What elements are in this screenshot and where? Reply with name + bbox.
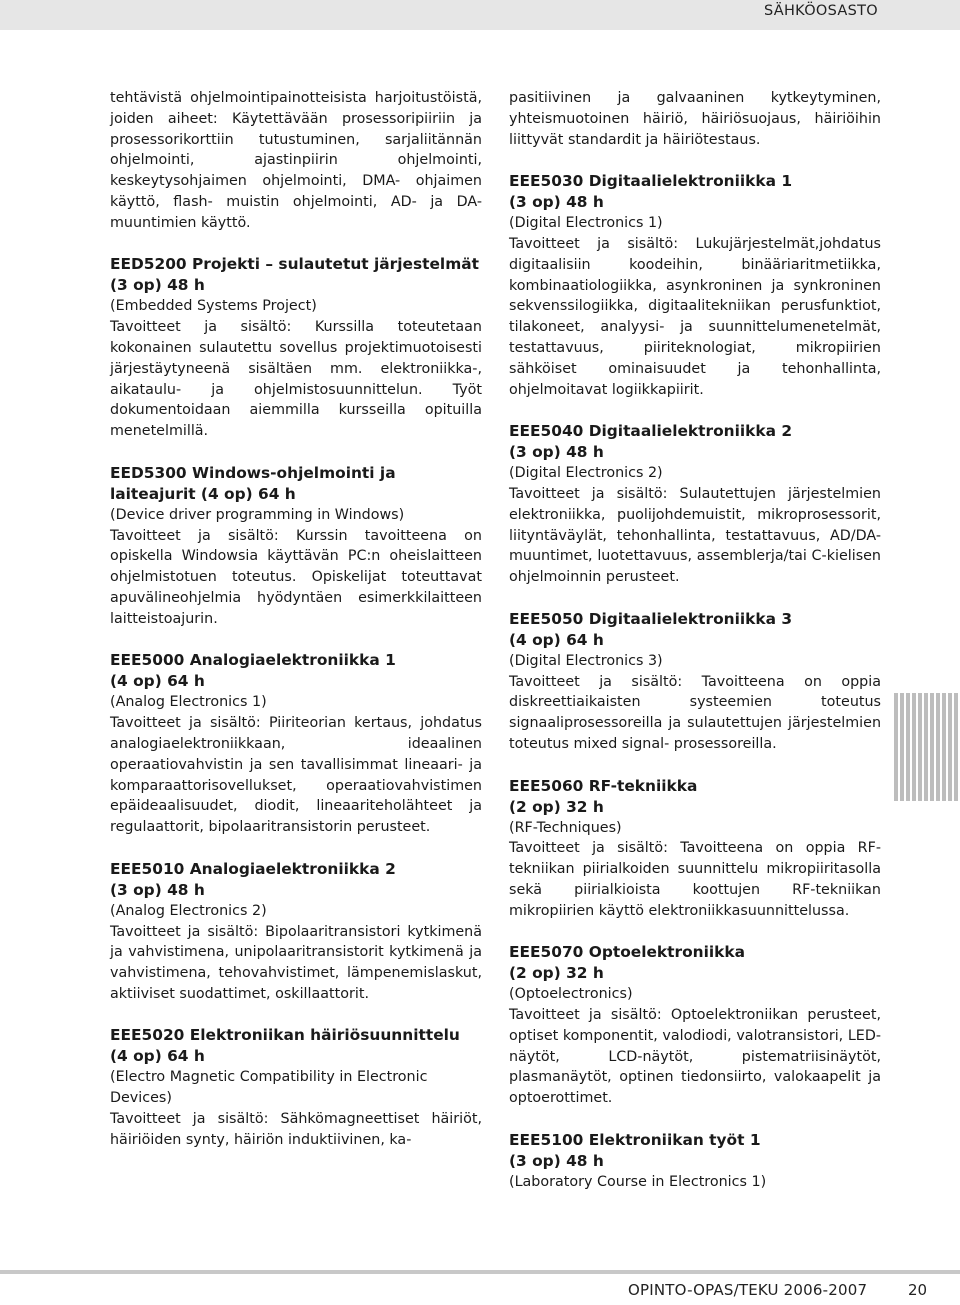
course-description: Tavoitteet ja sisältö: Sulautettujen järjestelmien elektroniikka, puolijohdemuistit, mikroprosessorit, liityntäväylät, tehonhallinta, testattavuus, AD/DA-muuntimet, luotettavuus, assemblerja/tai C-kielisen ohjelmoinnin perusteet. [509,485,881,586]
course-credits: (4 op) 64 h [110,672,205,691]
course-credits: (3 op) 48 h [509,1151,604,1170]
course-title: EEE5050 Digitaalielektroniikka 3 [509,609,793,628]
course-credits: (2 op) 32 h [509,964,604,983]
course-credits: (4 op) 64 h [110,1047,205,1066]
course-english-name: (Digital Electronics 2) [509,465,663,482]
course-credits: (2 op) 32 h [509,797,604,816]
course-credits: (3 op) 48 h [110,880,205,899]
course-eee5070 [509,942,881,1109]
course-english-name: (Analog Electronics 1) [110,694,267,711]
footer-rule [0,1270,960,1274]
footer-publication: OPINTO-OPAS/TEKU 2006-2007 [628,1281,868,1299]
decorative-stripes [894,693,960,801]
course-title: EEE5100 Elektroniikan työt 1 [509,1130,761,1149]
course-english-name: (Analog Electronics 2) [110,902,267,919]
course-description: Tavoitteet ja sisältö: Piiriteorian kertaus, johdatus analogiaelektroniikkaan, ideaalinen operaatiovahvistin ja sen tavallisimmat lineaari- ja komparaattorisovellukset, operaatiovahvistimen epäideaalisuudet, diodit, lineaariteholähteet ja regulaattorit, bipolaaritransistorin perusteet. [110,715,482,836]
course-description: Tavoitteet ja sisältö: Kurssilla toteutetaan kokonainen sulautettu sovellus projektimuotoisesti järjestäytyneenä sisältäen mm. elektroniikka-, aikataulu- ja ohjelmistosuunnittelun. Työt dokumentoidaan aiemmilla kursseilla opituilla menetelmillä. [110,319,482,440]
course-english-name: (Laboratory Course in Electronics 1) [509,1173,767,1190]
course-eee5060 [509,776,881,922]
course-title: EEE5060 RF-tekniikka [509,776,698,795]
course-english-name: (Optoelectronics) [509,986,633,1003]
course-title: EEE5040 Digitaalielektroniikka 2 [509,422,793,441]
course-eed5300 [110,463,482,630]
course-description: Tavoitteet ja sisältö: Kurssin tavoitteena on opiskella Windowsia käyttävän PC:n oheislaitteen ohjelmistotuen toteutus. Opiskelijat toteuttavat apuvälineohjelmia hyödyntäen esimerkkilaitteen laitteistoajurin. [110,527,482,627]
course-title: EEE5070 Optoelektroniikka [509,943,746,962]
course-title: EEE5000 Analogiaelektroniikka 1 [110,651,396,670]
course-title: EEE5020 Elektroniikan häiriösuunnittelu [110,1026,460,1045]
course-eee5040 [509,421,881,588]
course-credits: (3 op) 48 h [509,443,604,462]
course-english-name: (Digital Electronics 3) [509,652,663,669]
course-description: Tavoitteet ja sisältö: Sähkömagneettiset häiriöt, häiriöiden synty, häiriön induktiivinen, ka- [110,1111,482,1148]
course-title: EED5200 Projekti – sulautetut järjestelmät (3 op) 48 h [110,255,479,295]
course-eee5030 [509,171,881,400]
course-description: Tavoitteet ja sisältö: Bipolaaritransistori kytkimenä ja vahvistimena, unipolaaritransistorit kytkimenä ja vahvistimena, tehovahvistimet, lämpenemislaskut, aktiiviset suodattimet, oskillaattorit. [110,923,482,1002]
course-eed5200 [110,254,482,442]
header-band [0,0,960,30]
course-eee5100 [509,1130,881,1193]
course-english-name: (RF-Techniques) [509,819,622,836]
course-eee5020 [110,1025,482,1150]
course-description: Tavoitteet ja sisältö: Optoelektroniikan perusteet, optiset komponentit, valodiodi, valotransistori, LED-näytöt, LCD-näytöt, pistematriisinäytöt, plasmanäytöt, optinen tiedonsiirto, valokaapelit ja optoerottimet. [509,1007,881,1107]
course-title: EEE5030 Digitaalielektroniikka 1 [509,172,793,191]
course-title: EEE5010 Analogiaelektroniikka 2 [110,859,396,878]
page-number: 20 [908,1281,928,1299]
course-english-name: (Embedded Systems Project) [110,298,317,315]
right-column [509,88,881,1213]
course-description: Tavoitteet ja sisältö: Tavoitteena on oppia RF-tekniikan piirialkoiden suunnittelu mikropiiritasolla sekä piirialkioista koottujen RF-tekniikan mikropiirien käyttö elektroniikkasuunnittelussa. [509,840,881,919]
course-credits: (3 op) 48 h [509,193,604,212]
course-eee5050 [509,609,881,755]
intro-paragraph: tehtävistä ohjelmointipainotteisista harjoitustöistä, joiden aiheet: Käytettävään prosessoripiiriin ja prosessorikorttiin tutustuminen, sarjaliitännän ohjelmointi, ajastinpiirin ohjelmointi, keskeytysohjaimen ohjelmointi, DMA- ohjaimen käyttö, flash- muistin ohjelmointi, AD- ja DA- muuntimien käyttö. [110,90,482,231]
course-english-name: (Digital Electronics 1) [509,215,663,232]
section-title: SÄHKÖOSASTO [763,3,878,19]
course-eee5010 [110,859,482,1005]
course-title: EED5300 Windows-ohjelmointi ja laiteajurit (4 op) 64 h [110,463,396,503]
course-eee5000 [110,650,482,838]
course-english-name: (Device driver programming in Windows) [110,506,405,523]
continued-paragraph: pasitiivinen ja galvaaninen kytkeytyminen, yhteismuotoinen häiriö, häiriösuojaus, häiriöihin liittyvät standardit ja häiriötestaus. [509,90,881,148]
course-credits: (4 op) 64 h [509,630,604,649]
course-description: Tavoitteet ja sisältö: Lukujärjestelmät,johdatus digitaalisiin koodeihin, binääriaritmetiikka, kombinaatiologiikka, asynkroninen ja synkroninen sekvenssilogiikka, digitaalitekniikan perusfunktiot, tilakoneet, analyysi- ja suunnittelumenetelmät, testattavuus, piiriteknologiat, mikropiirien sähköiset ominaisuudet ja tehonhallinta, ohjelmoitavat logiikkapiirit. [509,235,881,398]
course-english-name: (Electro Magnetic Compatibility in Electronic Devices) [110,1069,428,1107]
course-description: Tavoitteet ja sisältö: Tavoitteena on oppia diskreettiaikaisten systeemien toteutus signaaliprosessoreilla ja sulautettujen järjestelmien toteutus mixed signal- prosessoreilla. [509,673,881,752]
left-column [110,88,482,1171]
